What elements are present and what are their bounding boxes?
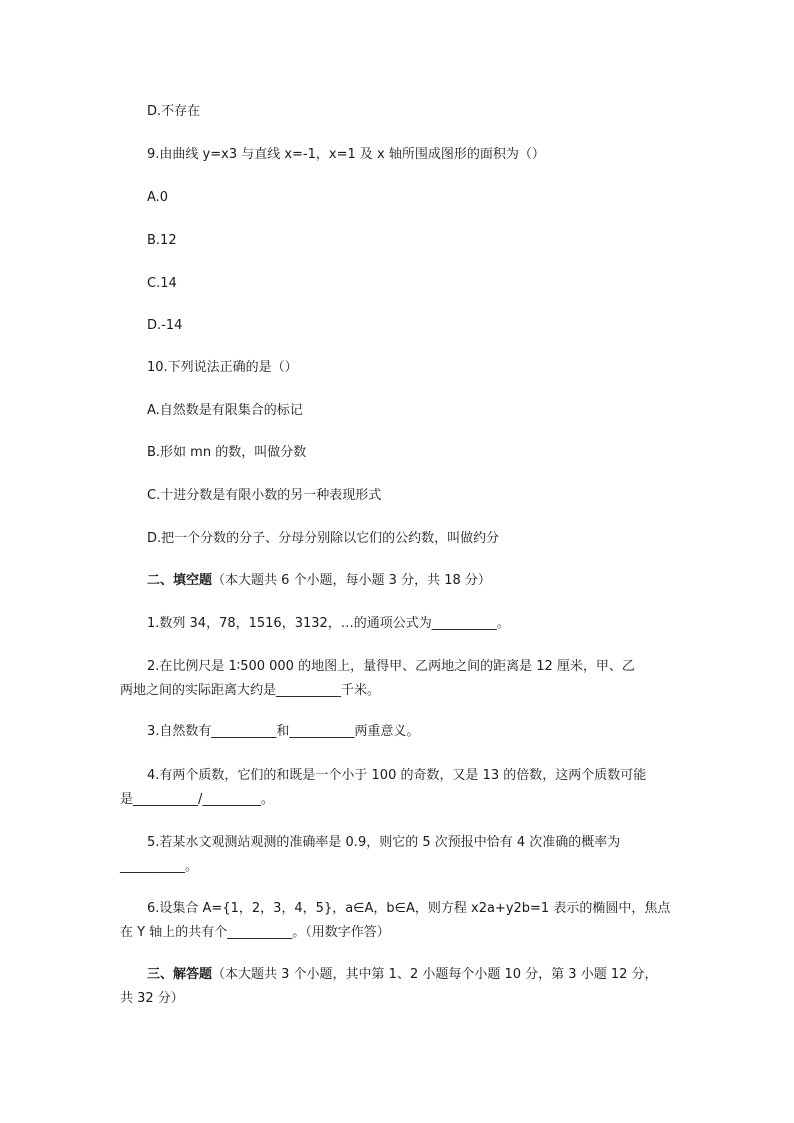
section2-description: （本大题共 6 个小题，每小题 3 分，共 18 分） (212, 573, 491, 588)
q10-stem: 10.下列说法正确的是（） (147, 360, 298, 375)
section3-description-cont: 共 32 分） (120, 991, 184, 1006)
fill-q1: 1.数列 34，78，1516，3132，…的通项公式为__________。 (147, 616, 510, 631)
fill-q5-line1: 5.若某水文观测站观测的准确率是 0.9，则它的 5 次预报中恰有 4 次准确的概率为 (147, 835, 621, 850)
q9-stem: 9.由曲线 y=x3 与直线 x=-1，x=1 及 x 轴所围成图形的面积为（） (147, 147, 545, 162)
section2-heading (147, 571, 491, 591)
fill-q4-line1: 4.有两个质数，它们的和既是一个小于 100 的奇数，又是 13 的倍数，这两个质数可能 (147, 768, 647, 783)
section2-title: 二、填空题 (147, 573, 213, 588)
q10-option-b: B.形如 mn 的数，叫做分数 (147, 445, 307, 460)
section3-heading (147, 965, 658, 985)
q10-option-a: A.自然数是有限集合的标记 (147, 403, 303, 418)
section3-description: （本大题共 3 个小题，其中第 1、2 小题每个小题 10 分，第 3 小题 12 分， (212, 967, 658, 982)
q10-option-c: C.十进分数是有限小数的另一种表现形式 (147, 488, 382, 503)
q8-option-d: D.不存在 (147, 104, 201, 119)
fill-q5-line2: __________。 (120, 859, 199, 874)
fill-q6-line1: 6.设集合 A={1，2，3，4，5}，a∈A，b∈A，则方程 x2a+y2b=1 表示的椭圆中，焦点 (147, 901, 671, 916)
fill-q4-line2: 是__________/_________。 (120, 792, 274, 807)
q9-option-c: C.14 (147, 276, 177, 291)
q10-option-d: D.把一个分数的分子、分母分别除以它们的公约数，叫做约分 (147, 531, 500, 546)
q9-option-a: A.0 (147, 190, 169, 205)
fill-q6-line2: 在 Y 轴上的共有个__________。（用数字作答） (120, 925, 390, 940)
fill-q3: 3.自然数有__________和__________两重意义。 (147, 724, 420, 739)
q9-option-d: D.-14 (147, 318, 183, 333)
fill-q2-line2: 两地之间的实际距离大约是__________千米。 (120, 683, 381, 698)
fill-q2-line1: 2.在比例尺是 1∶500 000 的地图上，量得甲、乙两地之间的距离是 12 厘米，甲、乙 (147, 659, 635, 674)
q9-option-b: B.12 (147, 233, 177, 248)
section3-title: 三、解答题 (147, 967, 213, 982)
